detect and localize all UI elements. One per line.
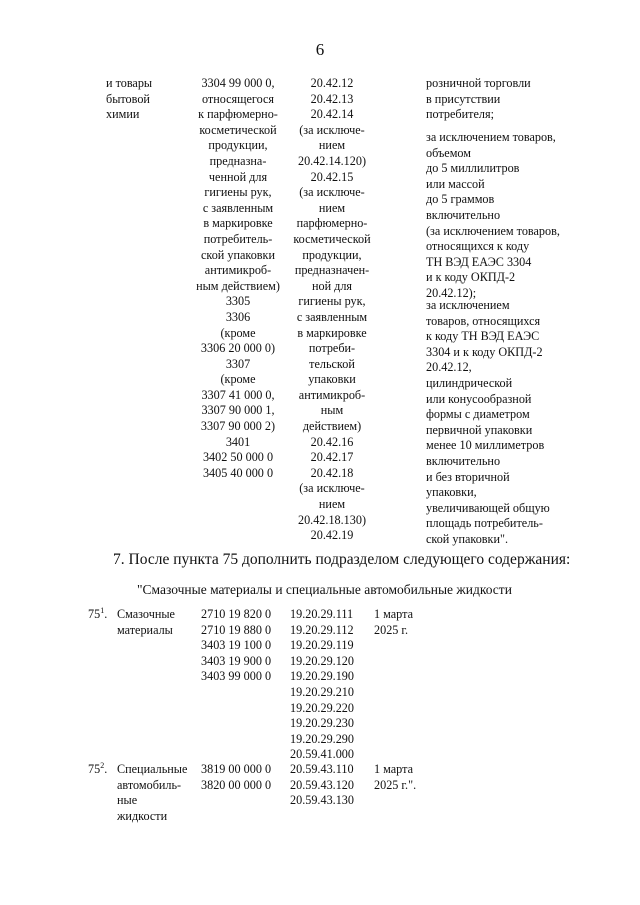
- row-name: Специальные автомобиль- ные жидкости: [117, 762, 188, 823]
- row-tnved: 2710 19 820 0 2710 19 880 0 3403 19 100 0 3403 19 900 0 3403 99 000 0: [201, 607, 272, 684]
- note-2: за исключением товаров, объемом до 5 миллилитров или массой до 5 граммов включительно (за исключением товаров, относящихся к коду ТН ВЭД ЕАЭС 3304 и к коду ОКПД-2 20.42.12);: [426, 130, 560, 300]
- row-number-75-1: $75^1$.: [88, 605, 108, 621]
- tnved-codes: 3304 99 000 0, относящегося к парфюмерно- косметической продукции, предназна- ченной для гигиены рук, с заявленным в маркировке потребитель- ской упаковки антимикроб- ным действием) 3305 3306 (кроме 3306 20 000 0) 3307 (кроме 3307 41 000 0, 3307 90 000 1, 3307 90 000 2) 3401 3402 50 000 0 3405 40 000 0: [196, 76, 280, 480]
- okpd-codes: 20.42.12 20.42.13 20.42.14 (за исключе- нием 20.42.14.120) 20.42.15 (за исключе- нием парфюмерно- косметической продукции, предназначен- ной для гигиены рук, с заявленным в маркировке потреби- тельской упаковки антимикроб- ным действием) 20.42.16 20.42.17 20.42.18 (за исключе- нием 20.42.18.130) 20.42.19: [293, 76, 371, 543]
- row-number-sup: 2: [100, 760, 105, 770]
- page-number: 6: [315, 40, 325, 59]
- note-1: розничной торговли в присутствии потребителя;: [426, 76, 531, 122]
- paragraph-7: 7. После пункта 75 дополнить подразделом следующего содержания:: [113, 551, 571, 568]
- row-date: 1 марта 2025 г.: [374, 607, 413, 637]
- row-okpd: 20.59.43.110 20.59.43.120 20.59.43.130: [290, 762, 354, 808]
- row-name: Смазочные материалы: [117, 607, 175, 637]
- product-group-name: и товары бытовой химии: [106, 76, 153, 122]
- row-date: 1 марта 2025 г.".: [374, 762, 417, 792]
- note-3: за исключением товаров, относящихся к коду ТН ВЭД ЕАЭС 3304 и к коду ОКПД-2 20.42.12, цилиндрической или конусообразной формы с диаметром первичной упаковки менее 10 миллиметров включительно и без вторичной упаковки, увеличивающей общую площадь потребитель- ской упаковки".: [426, 298, 550, 546]
- row-number: 75: [88, 607, 101, 621]
- row-okpd: 19.20.29.111 19.20.29.112 19.20.29.119 19.20.29.120 19.20.29.190 19.20.29.210 19.20.29.220 19.20.29.230 19.20.29.290 20.59.41.000: [290, 607, 354, 762]
- subsection-title: "Смазочные материалы и специальные автомобильные жидкости: [137, 582, 512, 597]
- row-number: 75: [88, 762, 101, 776]
- row-tnved: 3819 00 000 0 3820 00 000 0: [201, 762, 272, 792]
- row-number-sup: 1: [100, 605, 105, 615]
- row-number-75-2: $75^2$.: [88, 760, 108, 776]
